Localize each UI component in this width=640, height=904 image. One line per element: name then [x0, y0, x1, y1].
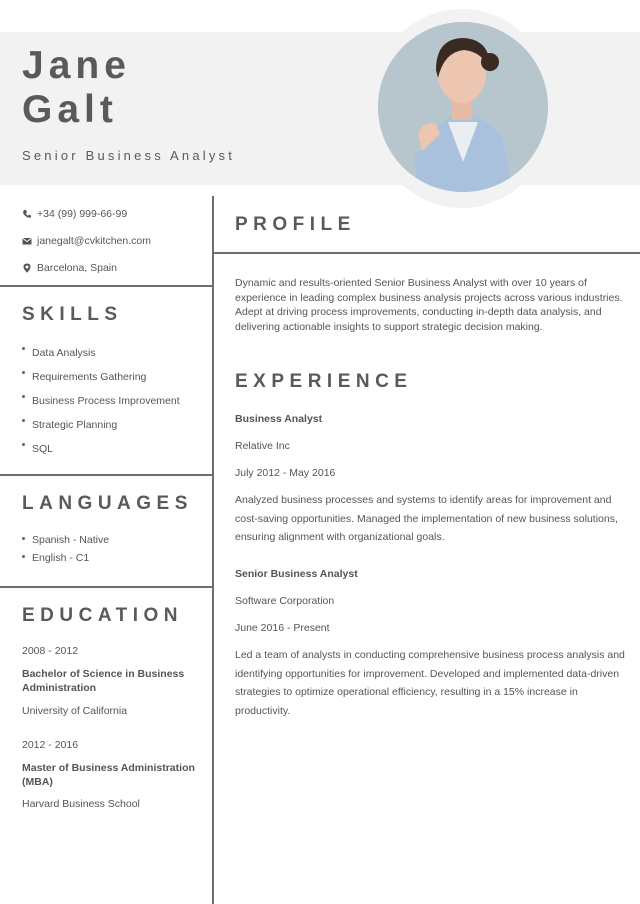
location-text: Barcelona, Spain	[37, 262, 117, 274]
phone-icon	[22, 209, 32, 219]
skill-item: Strategic Planning	[22, 413, 180, 437]
skills-list	[22, 341, 180, 461]
candidate-name	[22, 44, 131, 132]
job-role: Business Analyst	[235, 413, 323, 425]
divider-profile	[213, 252, 640, 254]
column-divider	[212, 196, 214, 904]
location-pin-icon	[22, 263, 32, 273]
skills-heading: SKILLS	[22, 304, 123, 325]
languages-heading: LANGUAGES	[22, 493, 193, 514]
languages-list	[22, 531, 109, 567]
divider-skills	[0, 474, 213, 476]
skill-item: Data Analysis	[22, 341, 180, 365]
job-title: Senior Business Analyst	[22, 148, 236, 163]
email-text: janegalt@cvkitchen.com	[37, 235, 151, 247]
education-school: Harvard Business School	[22, 798, 140, 810]
language-item: English - C1	[22, 549, 109, 567]
contact-email[interactable]	[22, 235, 151, 247]
profile-photo	[378, 22, 548, 192]
contact-phone[interactable]	[22, 208, 127, 220]
phone-text: +34 (99) 999-66-99	[37, 208, 128, 220]
job-role: Senior Business Analyst	[235, 568, 358, 580]
contact-location	[22, 262, 117, 274]
first-name: Jane	[22, 44, 131, 87]
mail-icon	[22, 236, 32, 246]
profile-heading: PROFILE	[235, 214, 356, 235]
job-company: Relative Inc	[235, 440, 290, 452]
education-heading: EDUCATION	[22, 605, 184, 626]
education-degree: Bachelor of Science in Business Administration	[22, 668, 185, 694]
skill-item: Requirements Gathering	[22, 365, 180, 389]
skill-item: Business Process Improvement	[22, 389, 180, 413]
divider-languages	[0, 586, 213, 588]
divider-contact	[0, 285, 213, 287]
education-years: 2008 - 2012	[22, 645, 79, 657]
language-item: Spanish - Native	[22, 531, 109, 549]
education-years: 2012 - 2016	[22, 739, 79, 751]
job-dates: June 2016 - Present	[235, 622, 330, 634]
last-name: Galt	[22, 88, 118, 131]
profile-summary: Dynamic and results-oriented Senior Business Analyst with over 10 years of experience in leading complex business analysis projects across various industries. Adept at driving process improvements, conducting in-depth data analysis, and delivering actionable insights to support strategic decision making.	[235, 277, 623, 333]
job-dates: July 2012 - May 2016	[235, 467, 336, 479]
job-description: Led a team of analysts in conducting comprehensive business process analysis and identifying opportunities for improvement. Developed and implemented data-driven strategies to optimize operational efficiency, resulting in a 15% increase in productivity.	[235, 649, 625, 717]
education-school: University of California	[22, 705, 128, 717]
job-description: Analyzed business processes and systems to identify areas for improvement and cost-saving opportunities. Managed the implementation of new business solutions, ensuring alignment with organizational goals.	[235, 494, 618, 543]
education-degree: Master of Business Administration (MBA)	[22, 762, 195, 788]
experience-heading: EXPERIENCE	[235, 371, 413, 392]
skill-item: SQL	[22, 437, 180, 461]
job-company: Software Corporation	[235, 595, 335, 607]
